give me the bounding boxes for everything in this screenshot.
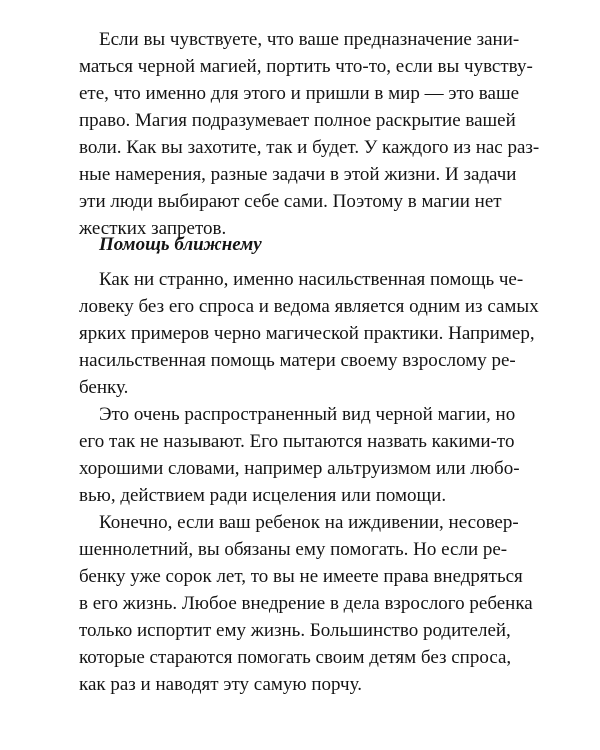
paragraph-3-line-1: Это очень распространенный вид черной магии, но — [99, 404, 516, 425]
paragraph-1-line-8: жестких запретов. — [79, 218, 227, 239]
section-heading: Помощь ближнему — [99, 234, 262, 255]
paragraph-4-line-7: как раз и наводят эту самую порчу. — [79, 674, 362, 695]
paragraph-3-line-4: вью, действием ради исцеления или помощи. — [79, 485, 447, 506]
paragraph-4-line-1: Конечно, если ваш ребенок на иждивении, несовер- — [99, 512, 519, 533]
paragraph-1-line-7: эти люди выбирают себе сами. Поэтому в магии нет — [79, 191, 502, 212]
paragraph-1-line-5: воли. Как вы захотите, так и будет. У каждого из нас раз- — [79, 137, 540, 158]
paragraph-1-line-4: право. Магия подразумевает полное раскрытие вашей — [79, 110, 516, 131]
paragraph-1-line-2: маться черной магией, портить что-то, если вы чувству- — [79, 56, 533, 77]
paragraph-1-line-1: Если вы чувствуете, что ваше предназначение зани- — [99, 29, 520, 50]
paragraph-4-line-5: только испортит ему жизнь. Большинство родителей, — [79, 620, 511, 641]
paragraph-4-line-4: в его жизнь. Любое внедрение в дела взрослого ребенка — [79, 593, 533, 614]
paragraph-4-line-6: которые стараются помогать своим детям без спроса, — [79, 647, 512, 668]
paragraph-2-line-5: бенку. — [79, 377, 129, 398]
paragraph-1-line-3: ете, что именно для этого и пришли в мир — это ваше — [79, 83, 520, 104]
paragraph-3-line-3: хорошими словами, например альтруизмом или любо- — [79, 458, 520, 479]
paragraph-3-line-2: его так не называют. Его пытаются назвать какими-то — [79, 431, 515, 452]
paragraph-1-line-6: ные намерения, разные задачи в этой жизни. И задачи — [79, 164, 517, 185]
paragraph-4-line-2: шеннолетний, вы обязаны ему помогать. Но если ре- — [79, 539, 508, 560]
paragraph-2-line-1: Как ни странно, именно насильственная помощь че- — [99, 269, 524, 290]
paragraph-2-line-4: насильственная помощь матери своему взрослому ре- — [79, 350, 516, 371]
paragraph-2-line-2: ловеку без его спроса и ведома является одним из самых — [79, 296, 539, 317]
paragraph-4-line-3: бенку уже сорок лет, то вы не имеете права внедряться — [79, 566, 523, 587]
paragraph-2-line-3: ярких примеров черно магической практики. Например, — [79, 323, 535, 344]
